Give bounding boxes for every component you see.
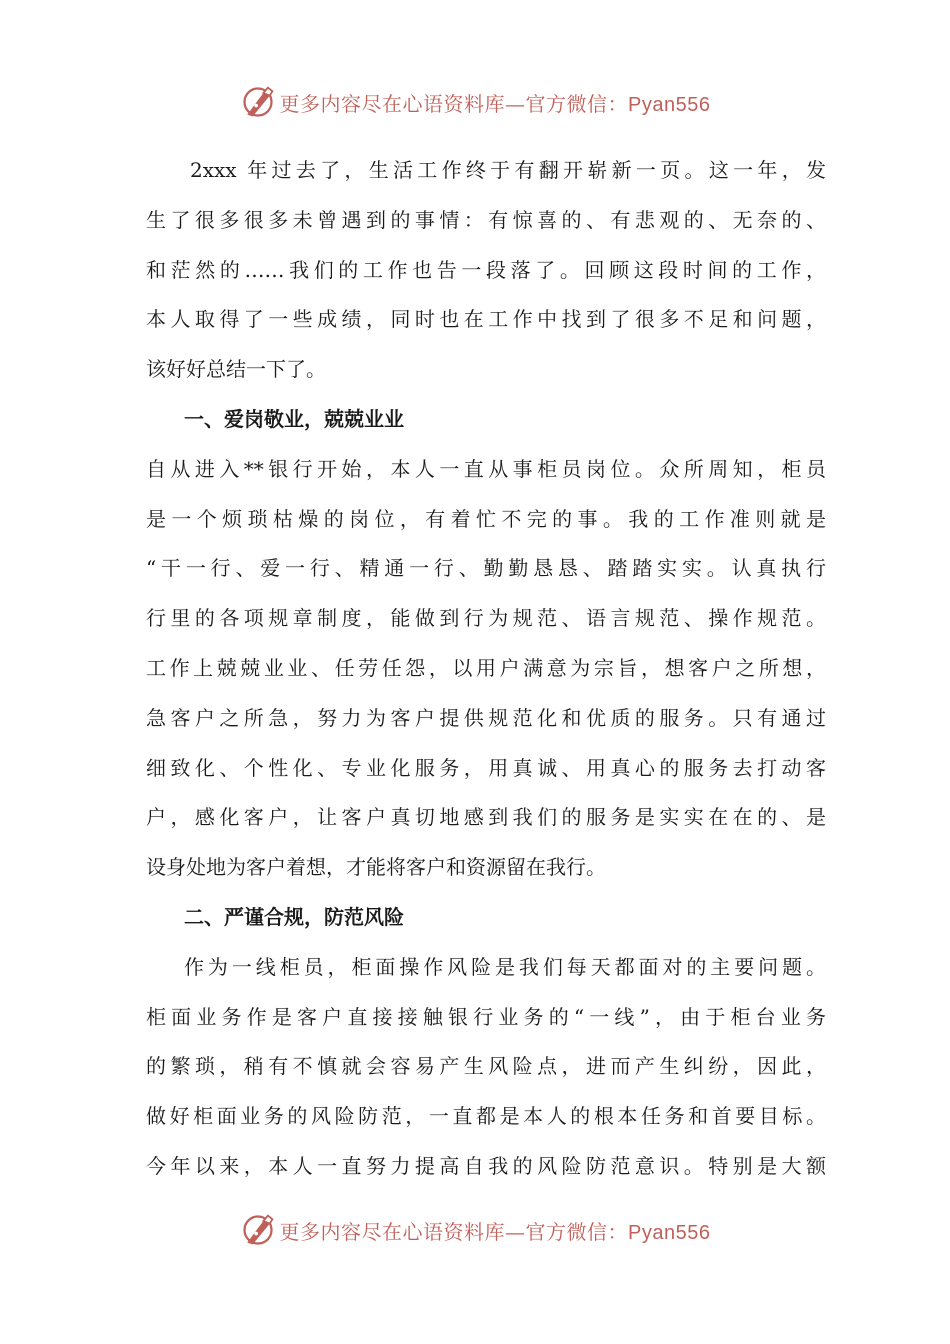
document-body (146, 146, 826, 1192)
wechat-id: Pyan556 (628, 1221, 711, 1244)
paragraph-line: 该好好总结一下了。 (146, 357, 326, 382)
paragraph-line: 和茫然的……我们的工作也告一段落了。回顾这段时间的工作， (146, 257, 826, 282)
paragraph-line: 做好柜面业务的风险防范，一直都是本人的根本任务和首要目标。 (146, 1104, 826, 1129)
banner-text: 更多内容尽在心语资料库—官方微信：Pyan556 (279, 1219, 711, 1244)
banner-text: 更多内容尽在心语资料库—官方微信：Pyan556 (279, 91, 711, 116)
paragraph-line: 柜面业务作是客户直接接触银行业务的“一线”，由于柜台业务 (146, 1004, 826, 1029)
paragraph-line: 细致化、个性化、专业化服务，用真诚、用真心的服务去打动客 (146, 755, 826, 780)
paragraph-line: 自从进入**银行开始，本人一直从事柜员岗位。众所周知，柜员 (146, 456, 826, 481)
pen-nib-logo-icon (240, 1212, 276, 1248)
paragraph-line: 生了很多很多未曾遇到的事情：有惊喜的、有悲观的、无奈的、 (146, 207, 826, 232)
paragraph-line: “干一行、爱一行、精通一行、勤勤恳恳、踏踏实实。认真执行 (146, 556, 826, 581)
header-banner (0, 82, 950, 122)
paragraph-line: 是一个烦琐枯燥的岗位，有着忙不完的事。我的工作准则就是 (146, 506, 826, 531)
paragraph-line: 工作上兢兢业业、任劳任怨，以用户满意为宗旨，想客户之所想， (146, 655, 826, 680)
paragraph-line: 今年以来，本人一直努力提高自我的风险防范意识。特别是大额 (146, 1153, 826, 1178)
section-heading-2: 二、严谨合规，防范风险 (184, 904, 404, 929)
paragraph-line: 户，感化客户，让客户真切地感到我们的服务是实实在在的、是 (146, 805, 826, 830)
paragraph-line: 的繁琐，稍有不慎就会容易产生风险点，进而产生纠纷，因此， (146, 1054, 826, 1079)
footer-banner (0, 1210, 950, 1250)
paragraph-line: 本人取得了一些成绩，同时也在工作中找到了很多不足和问题， (146, 307, 826, 332)
pen-nib-logo-icon (240, 84, 276, 120)
paragraph-line: 作为一线柜员，柜面操作风险是我们每天都面对的主要问题。 (184, 954, 826, 979)
paragraph-line: 设身处地为客户着想，才能将客户和资源留在我行。 (146, 855, 606, 880)
wechat-id: Pyan556 (628, 93, 711, 116)
paragraph-line: 行里的各项规章制度，能做到行为规范、语言规范、操作规范。 (146, 606, 826, 631)
paragraph-line: 2xxx 年过去了，生活工作终于有翻开崭新一页。这一年，发 (190, 158, 826, 182)
paragraph-line: 急客户之所急，努力为客户提供规范化和优质的服务。只有通过 (146, 705, 826, 730)
section-heading-1: 一、爱岗敬业，兢兢业业 (184, 406, 404, 431)
